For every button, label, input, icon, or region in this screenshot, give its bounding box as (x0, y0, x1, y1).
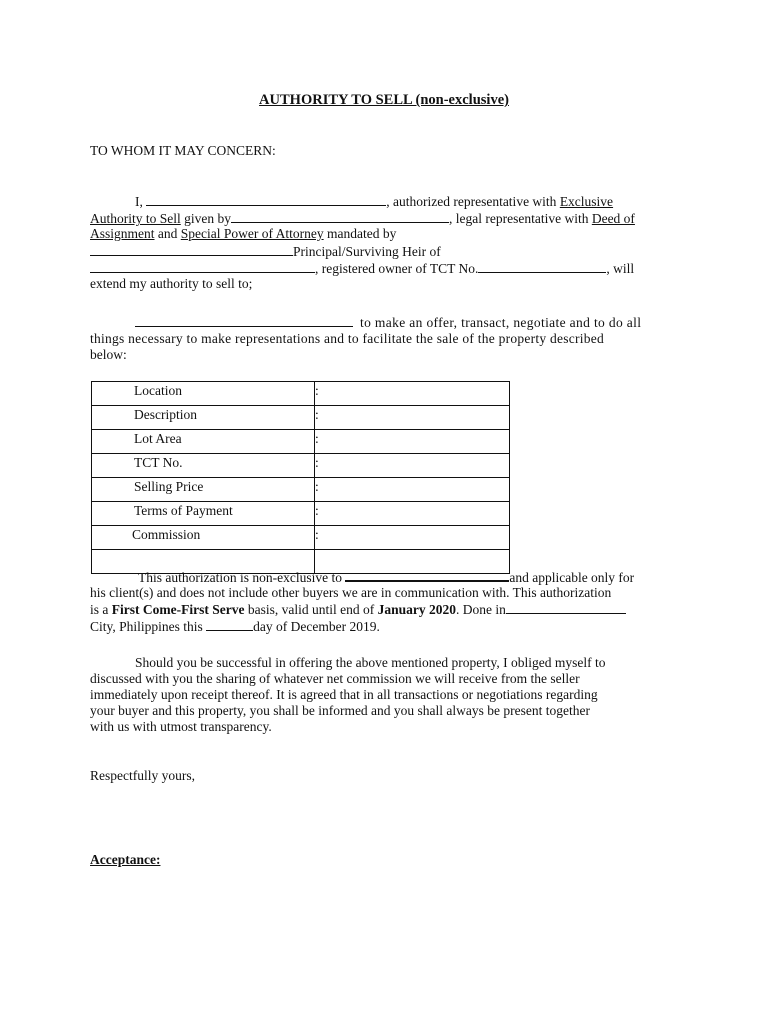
p1-line-3: Assignment and Special Power of Attorney mandated by (90, 226, 397, 241)
principal-blank[interactable] (90, 243, 293, 256)
table-row-value[interactable]: : (315, 454, 510, 478)
table-row-value[interactable]: : (315, 382, 510, 406)
table-row (92, 430, 510, 454)
agent-name-blank[interactable] (135, 314, 353, 327)
table-row (92, 478, 510, 502)
table-row-value[interactable]: : (315, 406, 510, 430)
table-row-label: TCT No. (92, 454, 315, 478)
table-row (92, 454, 510, 478)
heir-name-blank[interactable] (90, 260, 315, 273)
city-blank[interactable] (506, 601, 626, 614)
p2-line-3: below: (90, 347, 127, 362)
closing: Respectfully yours, (90, 768, 195, 783)
table-row-label: Selling Price (92, 478, 315, 502)
buyer-agent-blank[interactable] (345, 568, 509, 582)
p1-line-1: I, , authorized representative with Exclusive (135, 194, 614, 209)
table-row-label: Commission (92, 526, 315, 550)
p1-line-5: , registered owner of TCT No. , will (90, 260, 678, 277)
p2-line-1: to make an offer, transact, negotiate and to do all (90, 314, 678, 331)
p3-line-2: his client(s) and does not include other buyers we are in communication with. This authorization (90, 585, 612, 600)
table-row-label: Location (92, 382, 315, 406)
table-row (92, 406, 510, 430)
table-row (92, 526, 510, 550)
p3-line-4: City, Philippines this day of December 2019. (90, 619, 380, 634)
salutation: TO WHOM IT MAY CONCERN: (90, 143, 276, 158)
table-row-label: Description (92, 406, 315, 430)
table-row-value[interactable]: : (315, 526, 510, 550)
representative-name-blank[interactable] (146, 193, 386, 206)
document-title: AUTHORITY TO SELL (non-exclusive) (259, 92, 509, 108)
given-by-blank[interactable] (231, 210, 449, 223)
table-row-label: Lot Area (92, 430, 315, 454)
table-row (92, 502, 510, 526)
p4-line-2: discussed with you the sharing of whatever net commission we will receive from the seller (90, 671, 580, 686)
p1-line-4: Principal/Surviving Heir of (90, 243, 678, 260)
p4-line-4: your buyer and this property, you shall be informed and you shall always be present together (90, 703, 590, 718)
property-details-table (91, 381, 510, 574)
tct-number-blank[interactable] (478, 260, 606, 273)
p3-line-3: is a First Come-First Serve basis, valid until end of January 2020. Done in (90, 601, 678, 618)
p1-line-6: extend my authority to sell to; (90, 276, 253, 291)
table-row-value[interactable]: : (315, 430, 510, 454)
p4-line-3: immediately upon receipt thereof. It is agreed that in all transactions or negotiations regarding (90, 687, 598, 702)
p3-line-1: This authorization is non-exclusive to and applicable only for (138, 570, 635, 585)
p2-line-2: things necessary to make representations and to facilitate the sale of the property described (90, 331, 604, 346)
p1-line-2: Authority to Sell given by , legal representative with Deed of (90, 211, 635, 226)
table-row-value[interactable]: : (315, 502, 510, 526)
table-row-value[interactable]: : (315, 478, 510, 502)
p4-line-5: with us with utmost transparency. (90, 719, 272, 734)
table-row-label: Terms of Payment (92, 502, 315, 526)
p4-line-1: Should you be successful in offering the above mentioned property, I obliged myself to (135, 655, 606, 670)
day-blank[interactable] (206, 618, 253, 631)
acceptance-heading: Acceptance: (90, 852, 161, 867)
table-row (92, 382, 510, 406)
